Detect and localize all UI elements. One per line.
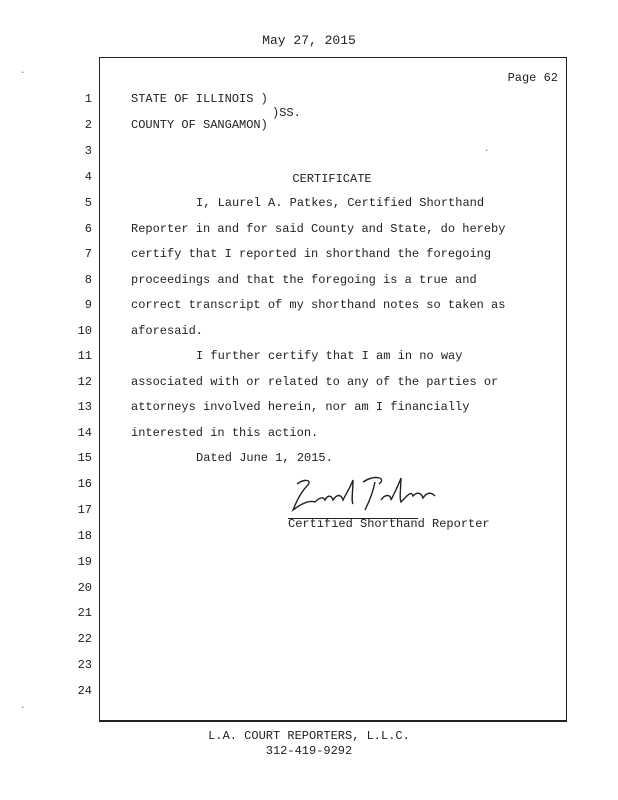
line-number: 3 xyxy=(84,144,92,158)
line-number: 7 xyxy=(84,247,92,261)
transcript-line: associated with or related to any of the parties or xyxy=(131,375,499,389)
line-number: 15 xyxy=(77,451,92,465)
line-number: 22 xyxy=(77,632,92,646)
transcript-page-frame xyxy=(99,57,567,722)
handwritten-signature xyxy=(283,470,443,518)
page-number: Page 62 xyxy=(507,71,558,85)
line-number: 13 xyxy=(77,400,92,414)
line-number: 2 xyxy=(84,118,92,132)
signature-title: Certified Shorthand Reporter xyxy=(288,517,490,531)
line-number: 17 xyxy=(77,503,92,517)
line-number: 4 xyxy=(84,170,92,184)
transcript-line: proceedings and that the foregoing is a true and xyxy=(131,273,477,287)
line-number: 11 xyxy=(77,349,92,363)
line-number: 12 xyxy=(77,375,92,389)
transcript-line: aforesaid. xyxy=(131,324,204,338)
footer-phone: 312-419-9292 xyxy=(265,744,353,758)
caption-county: COUNTY OF SANGAMON) xyxy=(131,118,268,132)
transcript-line: certify that I reported in shorthand the foregoing xyxy=(131,247,492,261)
scan-speck: · xyxy=(20,68,26,78)
transcript-line: I further certify that I am in no way xyxy=(196,349,463,363)
line-number: 8 xyxy=(84,273,92,287)
line-number: 23 xyxy=(77,658,92,672)
transcript-line: attorneys involved herein, nor am I financially xyxy=(131,400,470,414)
line-number: 20 xyxy=(77,581,92,595)
footer-company: L.A. COURT REPORTERS, L.L.C. xyxy=(208,729,410,743)
scan-speck: · xyxy=(20,703,26,713)
line-number: 10 xyxy=(77,324,92,338)
header-date: May 27, 2015 xyxy=(262,33,356,48)
line-number: 21 xyxy=(77,606,92,620)
line-number: 5 xyxy=(84,196,92,210)
caption-ss: )SS. xyxy=(272,106,301,120)
scan-speck: · xyxy=(484,146,490,156)
line-number: 1 xyxy=(84,92,92,106)
line-number: 18 xyxy=(77,529,92,543)
line-number: 24 xyxy=(77,684,92,698)
certificate-title: CERTIFICATE xyxy=(292,172,372,186)
line-number: 16 xyxy=(77,477,92,491)
caption-state: STATE OF ILLINOIS ) xyxy=(131,92,268,106)
transcript-line: I, Laurel A. Patkes, Certified Shorthand xyxy=(196,196,485,210)
transcript-line: Reporter in and for said County and State, do hereby xyxy=(131,222,506,236)
line-number: 19 xyxy=(77,555,92,569)
dated-line: Dated June 1, 2015. xyxy=(196,451,333,465)
line-number: 6 xyxy=(84,222,92,236)
line-number: 9 xyxy=(84,298,92,312)
transcript-line: correct transcript of my shorthand notes so taken as xyxy=(131,298,506,312)
line-number: 14 xyxy=(77,426,92,440)
transcript-line: interested in this action. xyxy=(131,426,319,440)
signature-rule xyxy=(288,518,418,519)
